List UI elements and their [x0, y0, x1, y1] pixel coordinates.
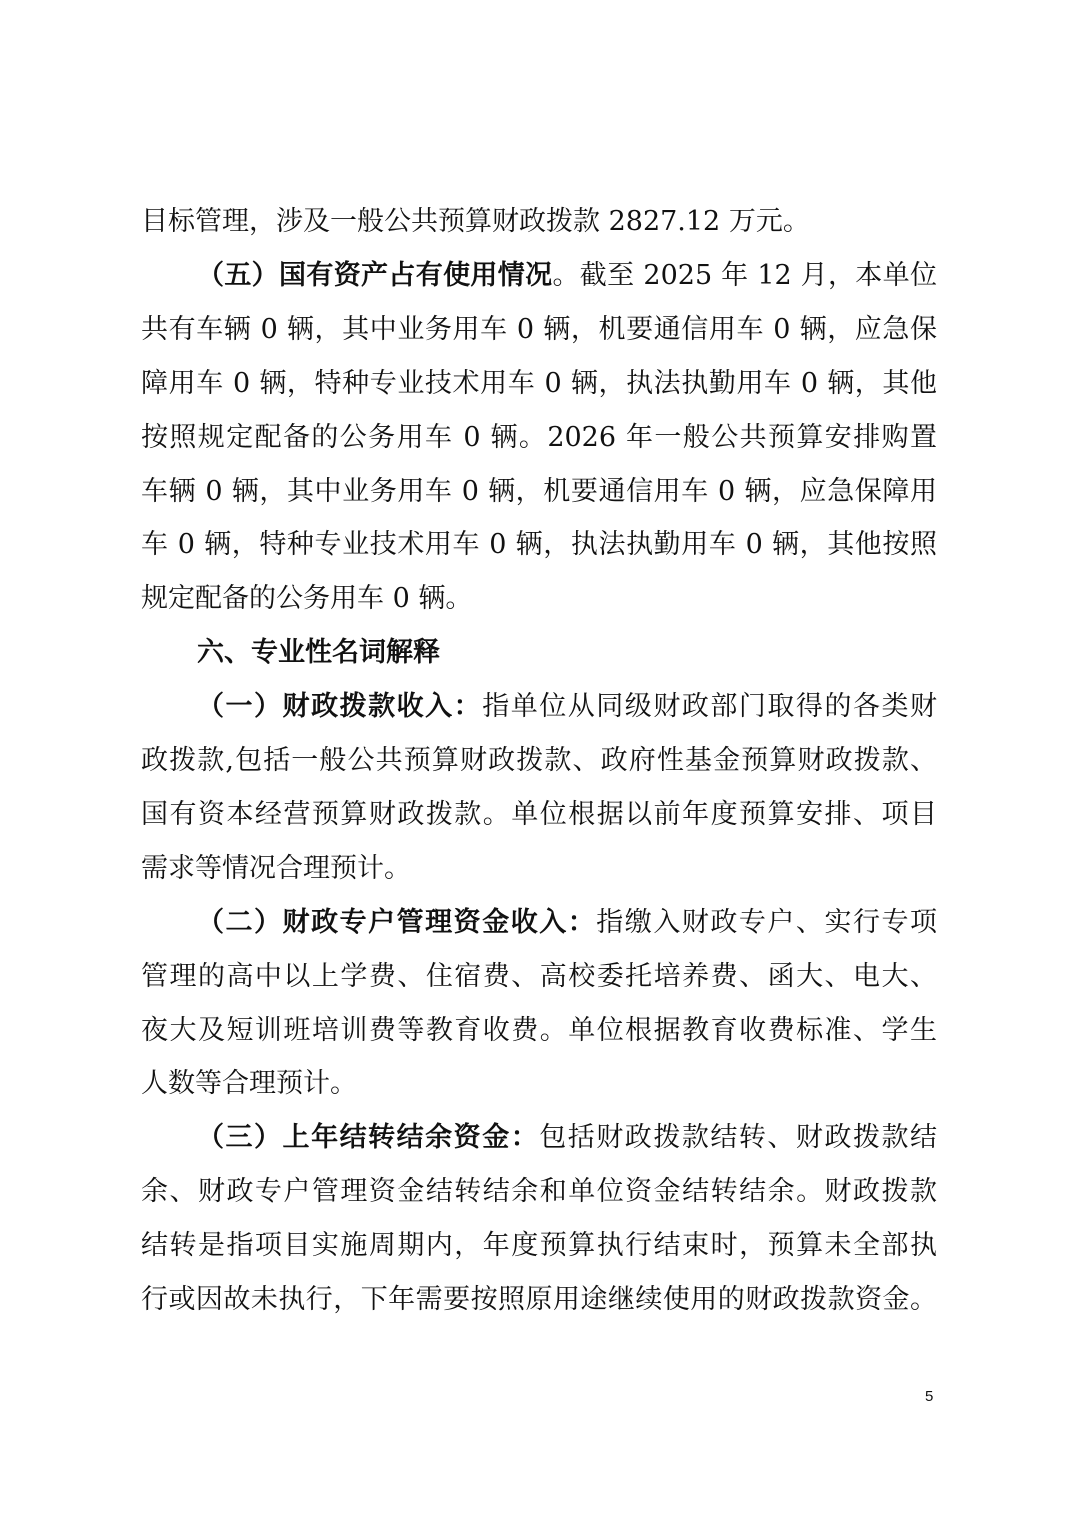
- text-line: [197, 687, 937, 727]
- text-line: [141, 579, 937, 619]
- text-line: [141, 1226, 937, 1266]
- text-line: [141, 472, 937, 512]
- line-text: 包括财政拨款结转、财政拨款结: [539, 1122, 938, 1154]
- text-line: [141, 849, 937, 889]
- line-text: 结转是指项目实施周期内，年度预算执行结束时，预算未全部执: [141, 1230, 937, 1262]
- line-text: 管理的高中以上学费、住宿费、高校委托培养费、函大、电大、: [141, 960, 937, 992]
- text-line: [141, 795, 937, 835]
- text-line: [141, 741, 937, 781]
- line-text: 指缴入财政专户、实行专项: [596, 906, 938, 938]
- line-text: 需求等情况合理预计。: [141, 852, 411, 884]
- text-line: [141, 1172, 937, 1212]
- line-text: 目标管理，涉及一般公共预算财政拨款 2827.12 万元。: [141, 206, 810, 237]
- heading-text: 六、专业性名词解释: [197, 637, 440, 669]
- line-text: 政拨款,包括一般公共预算财政拨款、政府性基金预算财政拨款、: [141, 745, 937, 776]
- text-line: [141, 957, 937, 997]
- text-line: [197, 256, 937, 296]
- line-text: 车 0 辆，特种专业技术用车 0 辆，执法执勤用车 0 辆，其他按照: [141, 529, 937, 561]
- line-text: 行或因故未执行，下年需要按照原用途继续使用的财政拨款资金。: [141, 1284, 937, 1315]
- text-line: [141, 202, 937, 242]
- line-text: 车辆 0 辆，其中业务用车 0 辆，机要通信用车 0 辆，应急保障用: [141, 475, 937, 507]
- text-line: [197, 903, 937, 943]
- text-line: [141, 1011, 937, 1051]
- line-text: 国有资本经营预算财政拨款。单位根据以前年度预算安排、项目: [141, 798, 937, 830]
- line-text: 夜大及短训班培训费等教育收费。单位根据教育收费标准、学生: [141, 1014, 937, 1046]
- text-line: [141, 1280, 937, 1320]
- paragraph-lead-bold: （五）国有资产占有使用情况: [197, 259, 553, 291]
- text-line: [141, 1064, 937, 1104]
- line-text: 障用车 0 辆，特种专业技术用车 0 辆，执法执勤用车 0 辆，其他: [141, 367, 937, 399]
- page-number: 5: [925, 1388, 934, 1405]
- section-heading: [197, 633, 937, 673]
- text-line: [141, 418, 937, 458]
- paragraph-lead-bold: （一）财政拨款收入：: [197, 691, 483, 723]
- line-text: 余、财政专户管理资金结转结余和单位资金结转结余。财政拨款: [141, 1176, 937, 1208]
- text-line: [141, 525, 937, 565]
- paragraph-lead-bold: （三）上年结转结余资金：: [197, 1122, 540, 1154]
- line-text: 指单位从同级财政部门取得的各类财: [482, 691, 938, 723]
- line-text: 按照规定配备的公务用车 0 辆。2026 年一般公共预算安排购置: [141, 421, 937, 453]
- line-text: 规定配备的公务用车 0 辆。: [141, 583, 473, 615]
- line-text: 共有车辆 0 辆，其中业务用车 0 辆，机要通信用车 0 辆，应急保: [141, 313, 937, 345]
- text-line: [141, 364, 937, 404]
- line-text: 。截至 2025 年 12 月，本单位: [552, 259, 937, 291]
- text-line: [197, 1118, 937, 1158]
- text-line: [141, 310, 937, 350]
- line-text: 人数等合理预计。: [141, 1068, 357, 1100]
- paragraph-lead-bold: （二）财政专户管理资金收入：: [197, 906, 597, 938]
